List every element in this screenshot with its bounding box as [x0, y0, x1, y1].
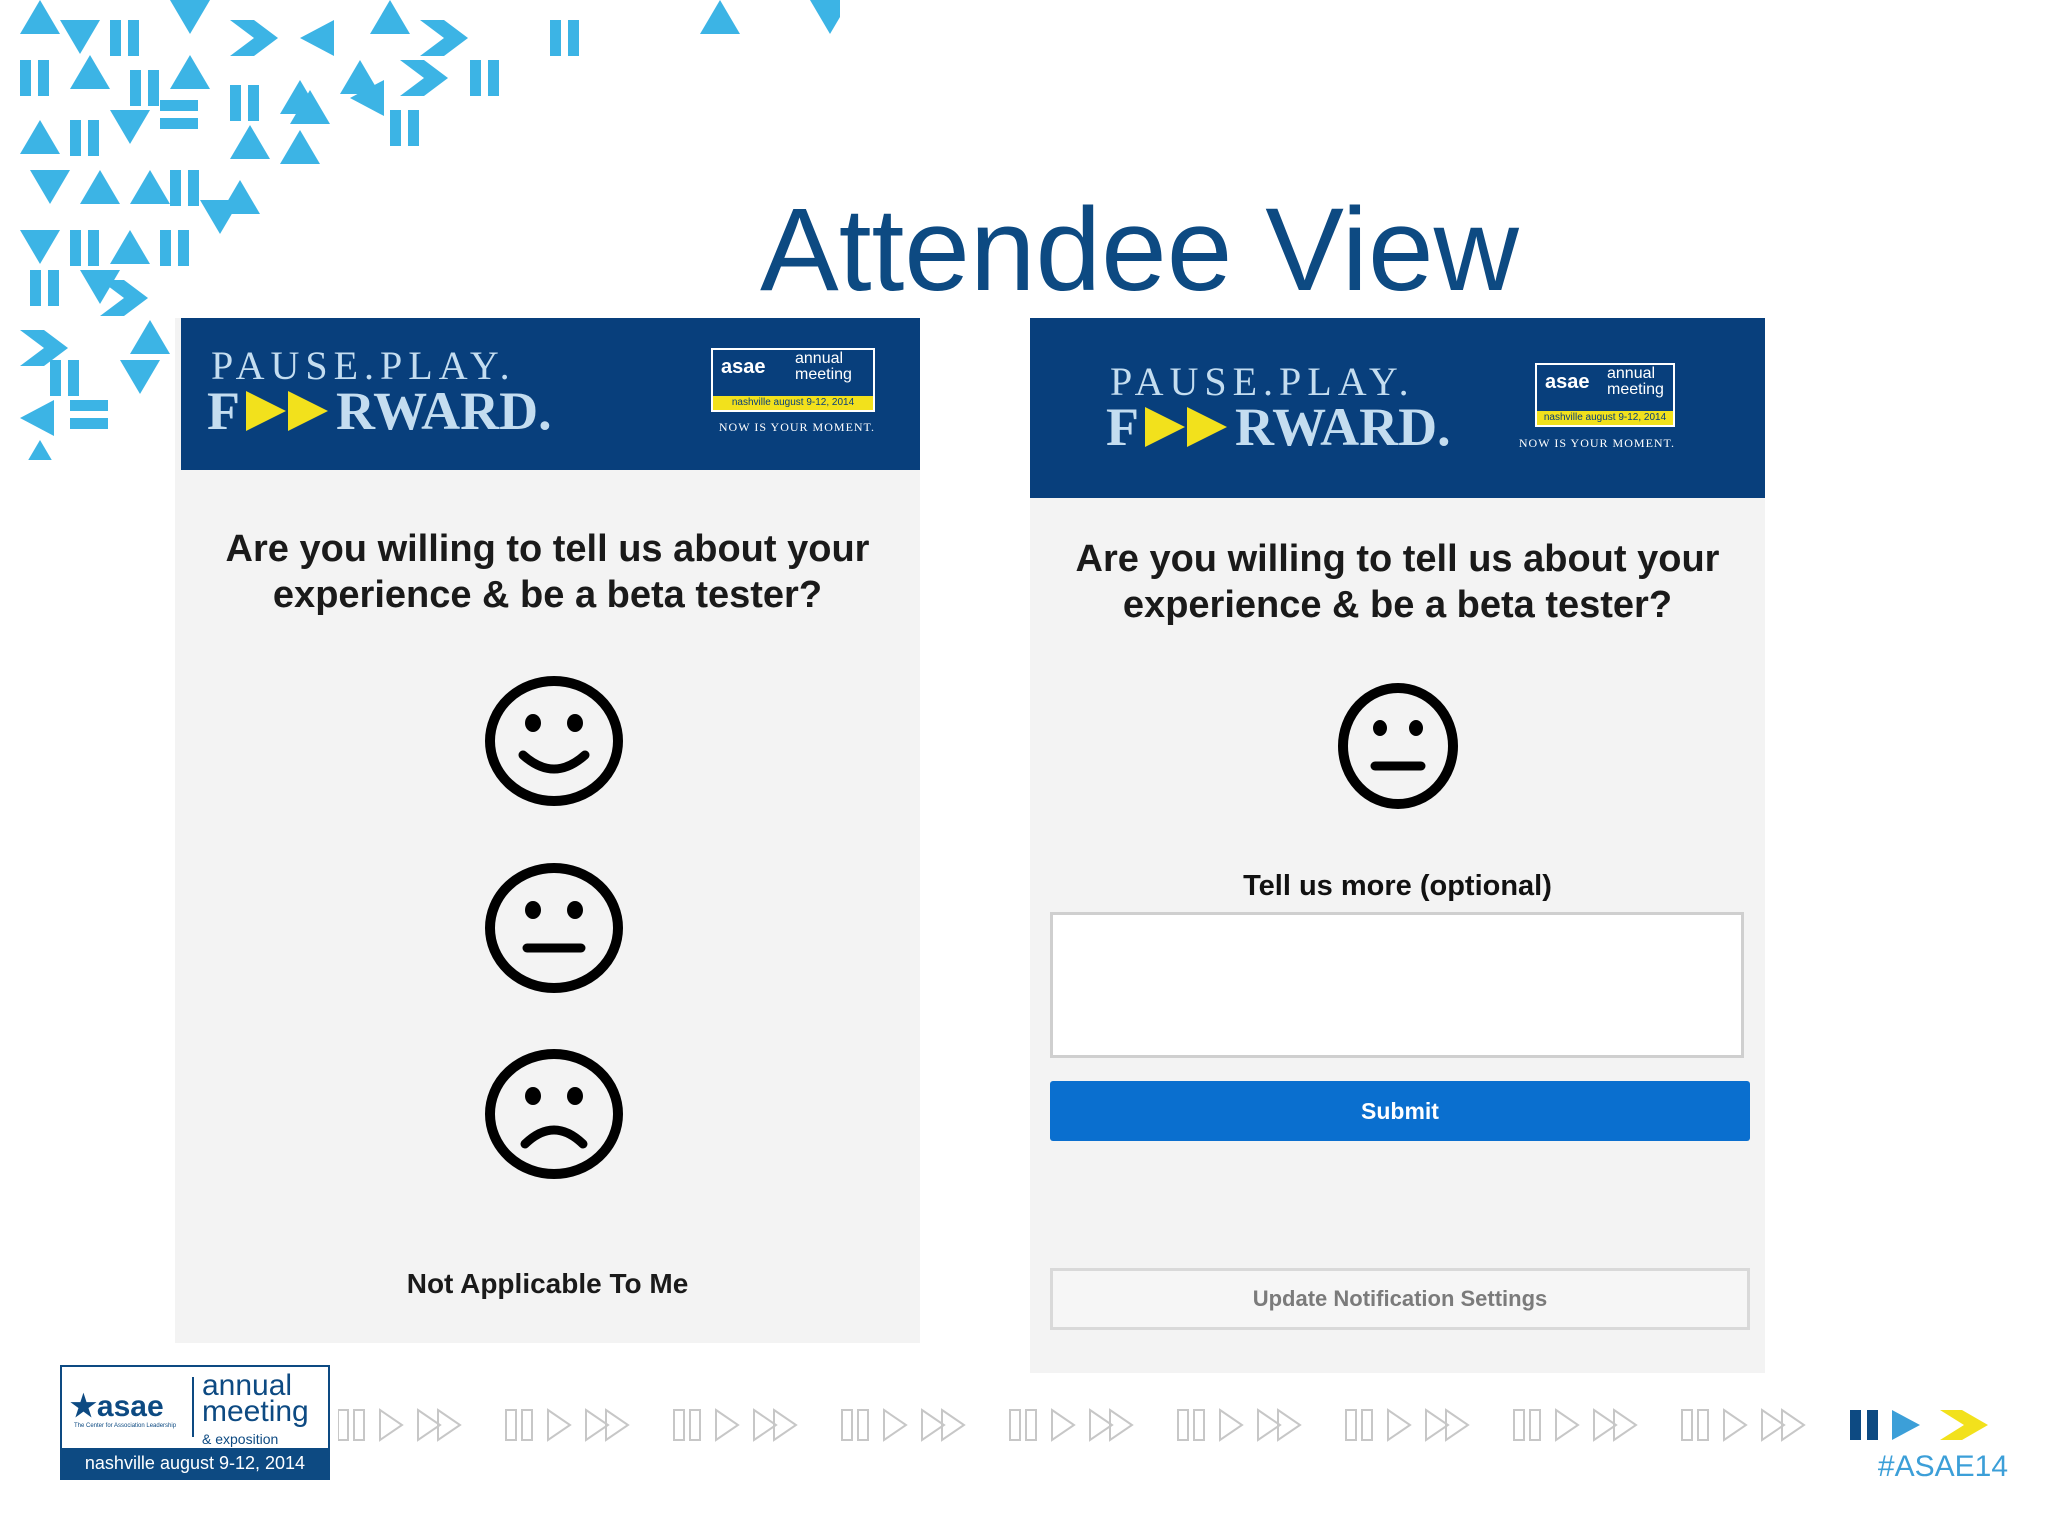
- decor-shape: [20, 440, 60, 460]
- not-applicable-link[interactable]: Not Applicable To Me: [406, 1268, 689, 1299]
- neutral-face-icon[interactable]: [483, 862, 625, 994]
- decor-shape: [120, 360, 160, 394]
- decor-shape: [230, 125, 270, 159]
- logo-dates: nashville august 9-12, 2014: [1537, 411, 1673, 425]
- pause-play-outline-group: [1346, 1410, 1468, 1440]
- pause-play-outline-group: [674, 1410, 796, 1440]
- banner-tagline-forward: [1106, 396, 1451, 458]
- decor-shape: [80, 170, 120, 204]
- decor-shape: [30, 270, 59, 306]
- decor-shape: [170, 55, 210, 89]
- pause-play-outline-group: [1682, 1410, 1804, 1440]
- fast-forward-icon: [1940, 1410, 1988, 1440]
- footer-event-logo: [60, 1365, 330, 1480]
- attendee-screen-rating: [175, 318, 920, 1343]
- logo-dates: nashville august 9-12, 2014: [713, 396, 873, 410]
- decor-shape: [70, 55, 110, 89]
- decor-shape: [230, 85, 259, 121]
- decor-shape: [70, 400, 108, 429]
- decor-shape: [60, 20, 100, 54]
- banner-rward: RWARD.: [1235, 397, 1451, 457]
- happy-face-icon[interactable]: [483, 675, 625, 807]
- pause-play-outline-group: [1178, 1410, 1300, 1440]
- decor-shape: [20, 230, 60, 264]
- decor-shape: [130, 70, 159, 106]
- decor-shape: [70, 120, 99, 156]
- decor-shape: [170, 0, 210, 34]
- fast-forward-icon: [246, 391, 330, 431]
- question-line-2: experience & be a beta tester?: [1122, 584, 1673, 626]
- event-logo: [711, 348, 875, 412]
- banner-tagline-forward: [207, 380, 552, 442]
- footer-logo-event: annual meeting: [202, 1369, 309, 1428]
- play-icon: [1892, 1410, 1920, 1440]
- logo-brand: asae: [1545, 371, 1590, 393]
- decor-shape: [280, 130, 320, 164]
- decor-shape: [130, 320, 170, 354]
- banner-rward: RWARD.: [336, 381, 552, 441]
- banner-f: F: [207, 381, 240, 441]
- footer-pause-play-strip: [338, 1400, 2018, 1450]
- decor-shape: [50, 360, 79, 396]
- decor-shape: [20, 0, 60, 34]
- slide-title: Attendee View: [760, 184, 1519, 316]
- survey-question: [175, 526, 920, 618]
- hashtag: #ASAE14: [1877, 1450, 2008, 1483]
- decor-shape: [810, 0, 840, 34]
- logo-event: annual meeting: [795, 350, 852, 383]
- decor-shape: [110, 110, 150, 144]
- decor-shape: [370, 0, 410, 34]
- banner-moment: NOW IS YOUR MOMENT.: [718, 420, 875, 434]
- decor-shape: [110, 230, 150, 264]
- decor-shape: [230, 20, 278, 56]
- decor-shape: [20, 60, 49, 96]
- submit-button[interactable]: Submit: [1050, 1081, 1750, 1141]
- fast-forward-icon: [1145, 407, 1229, 447]
- question-line-2: experience & be a beta tester?: [272, 574, 823, 616]
- neutral-face-icon[interactable]: [1337, 682, 1459, 810]
- question-line-1: Are you willing to tell us about your: [1075, 538, 1720, 580]
- attendee-screen-feedback: [1030, 318, 1765, 1373]
- logo-event: annual meeting: [1607, 365, 1664, 398]
- decor-shape: [550, 20, 579, 56]
- question-line-1: Are you willing to tell us about your: [225, 528, 870, 570]
- decor-shape: [160, 100, 198, 129]
- decor-shape: [130, 170, 170, 204]
- banner-tagline-top: PAUSE.PLAY.: [211, 343, 516, 388]
- banner-f: F: [1106, 397, 1139, 457]
- app-banner: [181, 318, 920, 470]
- decor-shape: [200, 200, 240, 234]
- decor-shape: [470, 60, 499, 96]
- decor-shape: [700, 0, 740, 34]
- decor-shape: [20, 120, 60, 154]
- footer-logo-sub: & exposition: [202, 1431, 279, 1447]
- footer-logo-tagline: The Center for Association Leadership: [74, 1423, 177, 1429]
- survey-question: [1030, 536, 1765, 628]
- decor-shape: [70, 230, 99, 266]
- decor-shape: [340, 60, 380, 94]
- pause-icon: [1850, 1410, 1878, 1440]
- decor-shape: [300, 20, 334, 56]
- decor-shape: [100, 280, 148, 316]
- pause-play-outline-group: [1010, 1410, 1132, 1440]
- pause-play-outline-group: [338, 1410, 460, 1440]
- footer-logo-brand: ★asae: [70, 1390, 164, 1423]
- footer-logo-divider: [192, 1377, 194, 1437]
- decor-shape: [20, 400, 54, 436]
- sad-face-icon[interactable]: [483, 1048, 625, 1180]
- pause-play-outline-group: [842, 1410, 964, 1440]
- banner-tagline-top: PAUSE.PLAY.: [1110, 359, 1415, 404]
- update-notification-settings-button[interactable]: Update Notification Settings: [1050, 1268, 1750, 1330]
- banner-moment: NOW IS YOUR MOMENT.: [1518, 436, 1675, 450]
- decor-shape: [110, 20, 139, 56]
- pause-play-outline-group: [506, 1410, 628, 1440]
- decor-shape: [30, 170, 70, 204]
- tell-us-more-input[interactable]: [1050, 912, 1744, 1058]
- tell-us-more-label: Tell us more (optional): [1243, 870, 1552, 902]
- footer-logo-dates: nashville august 9-12, 2014: [62, 1448, 328, 1478]
- decor-shape: [400, 60, 448, 96]
- logo-brand: asae: [721, 356, 766, 378]
- app-banner: [1030, 318, 1765, 498]
- event-logo: [1535, 363, 1675, 427]
- pause-play-outline-group: [1514, 1410, 1636, 1440]
- decor-shape: [420, 20, 468, 56]
- decor-shape: [170, 170, 199, 206]
- decor-shape: [390, 110, 419, 146]
- decor-shape: [160, 230, 189, 266]
